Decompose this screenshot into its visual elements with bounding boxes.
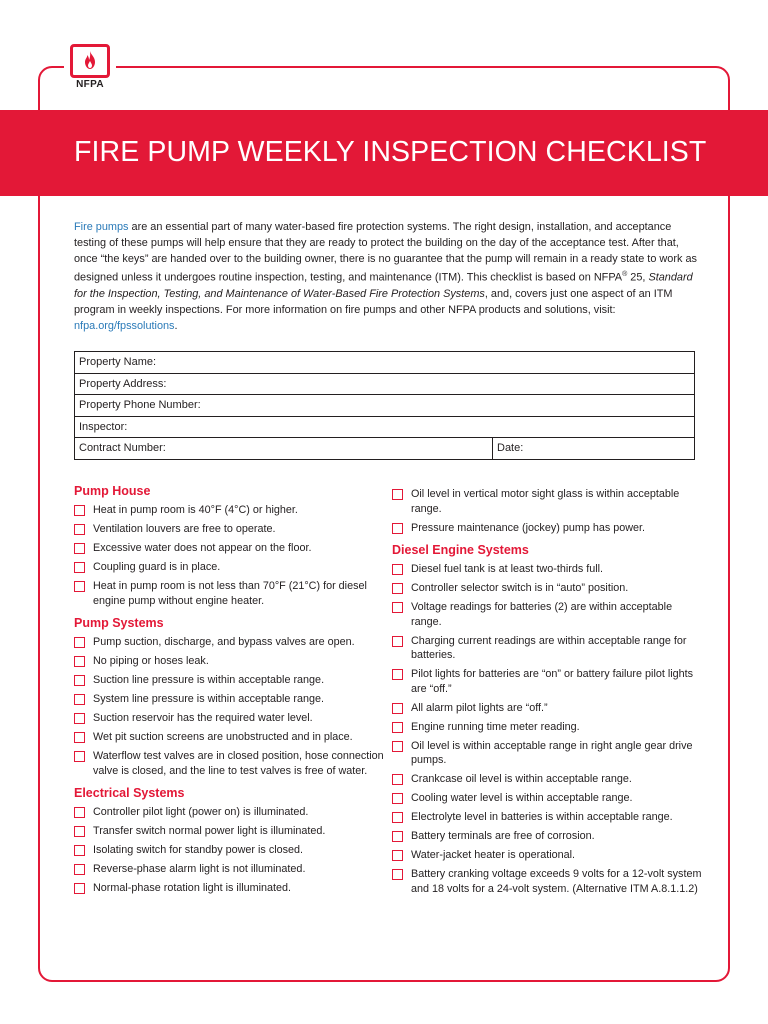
checklist-item-label: Voltage readings for batteries (2) are within acceptable range. xyxy=(411,601,673,628)
checkbox[interactable] xyxy=(392,774,403,785)
checkbox[interactable] xyxy=(392,831,403,842)
checklist xyxy=(74,503,384,608)
checkbox[interactable] xyxy=(74,732,85,743)
checklist-item-label: Normal-phase rotation light is illuminated. xyxy=(93,882,292,895)
checklist-item-label: Pressure maintenance (jockey) pump has power. xyxy=(411,521,646,534)
checklist-item xyxy=(392,701,702,716)
fire-pumps-link[interactable]: Fire pumps xyxy=(74,221,129,233)
right-column xyxy=(392,487,702,901)
continued-section xyxy=(392,487,702,535)
checklist-item xyxy=(74,654,384,669)
checkbox[interactable] xyxy=(74,637,85,648)
checklist-item-label: Suction reservoir has the required water level. xyxy=(93,712,313,725)
checklist-item xyxy=(74,503,384,518)
checklist-item-label: Pilot lights for batteries are “on” or battery failure pilot lights are “off.” xyxy=(411,668,694,695)
checkbox[interactable] xyxy=(74,543,85,554)
checklist-item-label: Oil level in vertical motor sight glass is within acceptable range. xyxy=(411,488,680,515)
checklist-item-label: Coupling guard is in place. xyxy=(93,560,221,573)
checkbox[interactable] xyxy=(74,864,85,875)
checklist xyxy=(392,487,702,535)
property-phone-field[interactable]: Property Phone Number: xyxy=(75,395,695,417)
checkbox[interactable] xyxy=(74,713,85,724)
section-title: Electrical Systems xyxy=(74,786,185,801)
checkbox[interactable] xyxy=(392,850,403,861)
checklist-item xyxy=(74,881,384,896)
checklist-item-label: Battery cranking voltage exceeds 9 volts for a 12-volt system and 18 volts for a 24-volt system. (Alternative ITM A.8.1.1.2) xyxy=(411,868,702,895)
checkbox[interactable] xyxy=(74,826,85,837)
checklist-item-label: Pump suction, discharge, and bypass valves are open. xyxy=(93,636,355,649)
checkbox[interactable] xyxy=(74,807,85,818)
section-title: Pump House xyxy=(74,484,151,498)
checklist xyxy=(74,805,384,896)
registered-mark: ® xyxy=(622,271,628,278)
checklist-item-label: Diesel fuel tank is at least two-thirds full. xyxy=(411,563,604,576)
checklist-item-label: Crankcase oil level is within acceptable range. xyxy=(411,773,632,786)
checklist-item-label: Heat in pump room is 40°F (4°C) or higher. xyxy=(93,504,298,516)
checklist-item-label: Excessive water does not appear on the floor. xyxy=(93,541,312,554)
checkbox[interactable] xyxy=(74,845,85,856)
checklist-item-label: Reverse-phase alarm light is not illuminated. xyxy=(93,863,306,876)
checkbox[interactable] xyxy=(392,793,403,804)
checkbox[interactable] xyxy=(392,703,403,714)
electrical-systems-section xyxy=(74,786,384,896)
intro-text-1: are an essential part of many water-based fire protection systems. The right design, installation, and acceptance testing of these pumps will help ensure that they are ready to protect the building on the day of the acceptance test. After that, once “the keys” are handed over to the building owner, there is no guarantee that the pump will remain in a ready state to work as designed unless it undergoes routine inspection, testing, and maintenance (ITM). This checklist is based on NFPA xyxy=(74,221,697,284)
checkbox[interactable] xyxy=(392,812,403,823)
checklist-item xyxy=(392,720,702,735)
checkbox[interactable] xyxy=(74,562,85,573)
checklist-item-label: Electrolyte level in batteries is within acceptable range. xyxy=(411,811,673,824)
checkbox[interactable] xyxy=(74,675,85,686)
checklist-item xyxy=(392,848,702,863)
checklist-item xyxy=(74,560,384,575)
checklist-item xyxy=(74,635,384,650)
checkbox[interactable] xyxy=(392,722,403,733)
checkbox[interactable] xyxy=(392,564,403,575)
diesel-engine-systems-section xyxy=(392,543,702,896)
checkbox[interactable] xyxy=(392,602,403,613)
checkbox[interactable] xyxy=(392,741,403,752)
checklist-item-label: Transfer switch normal power light is illuminated. xyxy=(93,825,326,838)
checklist-item-label: Suction line pressure is within acceptable range. xyxy=(93,674,325,687)
checkbox[interactable] xyxy=(74,883,85,894)
checklist-item xyxy=(74,843,384,858)
checklist-item xyxy=(74,541,384,556)
checkbox[interactable] xyxy=(74,581,85,592)
pump-systems-section xyxy=(74,616,384,778)
date-field[interactable]: Date: xyxy=(493,438,695,460)
property-info-table xyxy=(74,351,695,460)
checklist-item xyxy=(392,581,702,596)
checklist-item xyxy=(74,730,384,745)
flame-icon xyxy=(70,44,110,78)
checklist-item-label: Controller selector switch is in “auto” position. xyxy=(411,582,629,595)
checkbox[interactable] xyxy=(74,505,85,516)
checklist-item xyxy=(392,772,702,787)
checkbox[interactable] xyxy=(74,524,85,535)
standard-title: Standard for the Inspection, Testing, and Maintenance of Water-Based Fire Protection Systems xyxy=(74,271,693,300)
checkbox[interactable] xyxy=(74,751,85,762)
checklist xyxy=(392,562,702,896)
checklist-item-label: Isolating switch for standby power is closed. xyxy=(93,844,304,857)
checklist-item xyxy=(392,829,702,844)
section-title: Pump Systems xyxy=(74,616,164,631)
page-title: FIRE PUMP WEEKLY INSPECTION CHECKLIST xyxy=(74,136,707,168)
checkbox[interactable] xyxy=(74,656,85,667)
checklist-item-label: Ventilation louvers are free to operate. xyxy=(93,522,276,535)
checklist-item-label: System line pressure is within acceptable range. xyxy=(93,693,325,706)
checklist-item-label: Water-jacket heater is operational. xyxy=(411,849,576,862)
checklist-item xyxy=(74,805,384,820)
checklist-item xyxy=(74,749,384,778)
checkbox[interactable] xyxy=(392,869,403,880)
checklist-item xyxy=(74,522,384,537)
intro-text-3: , and, covers just one aspect of an ITM program in weekly inspections. For more information on fire pumps and other NFPA products and solutions, visit: xyxy=(74,287,673,316)
checkbox[interactable] xyxy=(392,583,403,594)
left-column xyxy=(74,484,384,900)
inspector-field[interactable]: Inspector: xyxy=(75,416,695,438)
checklist-item xyxy=(392,867,702,896)
intro-paragraph xyxy=(74,219,698,334)
checklist-item-label: Engine running time meter reading. xyxy=(411,720,580,733)
checkbox[interactable] xyxy=(74,694,85,705)
checklist-item xyxy=(74,862,384,877)
checklist-item-label: Cooling water level is within acceptable range. xyxy=(411,792,633,805)
checklist-item-label: All alarm pilot lights are “off.” xyxy=(411,701,548,714)
checklist-item xyxy=(392,487,702,516)
checkbox[interactable] xyxy=(392,669,403,680)
checklist-item xyxy=(392,667,702,696)
checklist xyxy=(74,635,384,778)
checklist-item-label: Controller pilot light (power on) is illuminated. xyxy=(93,806,309,819)
checklist-item xyxy=(74,692,384,707)
checkbox[interactable] xyxy=(392,523,403,534)
checkbox[interactable] xyxy=(392,489,403,500)
checklist-item xyxy=(392,562,702,577)
contract-number-field[interactable]: Contract Number: xyxy=(75,438,493,460)
logo-text: NFPA xyxy=(76,79,104,90)
checklist-item-label: Battery terminals are free of corrosion. xyxy=(411,830,595,843)
checkbox[interactable] xyxy=(392,636,403,647)
checklist-item xyxy=(392,739,702,768)
checklist-item-label: Charging current readings are within acceptable range for batteries. xyxy=(411,634,687,662)
checklist-item xyxy=(74,579,384,608)
checklist-item-label: Heat in pump room is not less than 70°F (21°C) for diesel engine pump without engine heater. xyxy=(93,579,367,607)
intro-text-2: 25, xyxy=(627,271,649,284)
checklist-item-label: No piping or hoses leak. xyxy=(93,655,209,668)
property-address-field[interactable]: Property Address: xyxy=(75,373,695,395)
checklist-item xyxy=(392,810,702,825)
fpssolutions-link[interactable]: nfpa.org/fpssolutions xyxy=(74,319,175,332)
nfpa-logo xyxy=(64,42,116,92)
checklist-item xyxy=(392,791,702,806)
pump-house-section xyxy=(74,484,384,608)
checklist-item xyxy=(74,711,384,726)
checklist-item-label: Oil level is within acceptable range in right angle gear drive pumps. xyxy=(411,739,693,767)
checklist-item-label: Waterflow test valves are in closed position, hose connection valve is closed, and the line to test valves is free of water. xyxy=(93,750,384,777)
checklist-item xyxy=(392,521,702,536)
checklist-item xyxy=(74,824,384,839)
intro-end: . xyxy=(174,319,178,332)
section-title: Diesel Engine Systems xyxy=(392,543,529,558)
checklist-item xyxy=(392,600,702,629)
property-name-field[interactable]: Property Name: xyxy=(75,352,695,374)
checklist-item xyxy=(392,634,702,663)
checklist-item xyxy=(74,673,384,688)
checklist-item-label: Wet pit suction screens are unobstructed and in place. xyxy=(93,731,353,744)
